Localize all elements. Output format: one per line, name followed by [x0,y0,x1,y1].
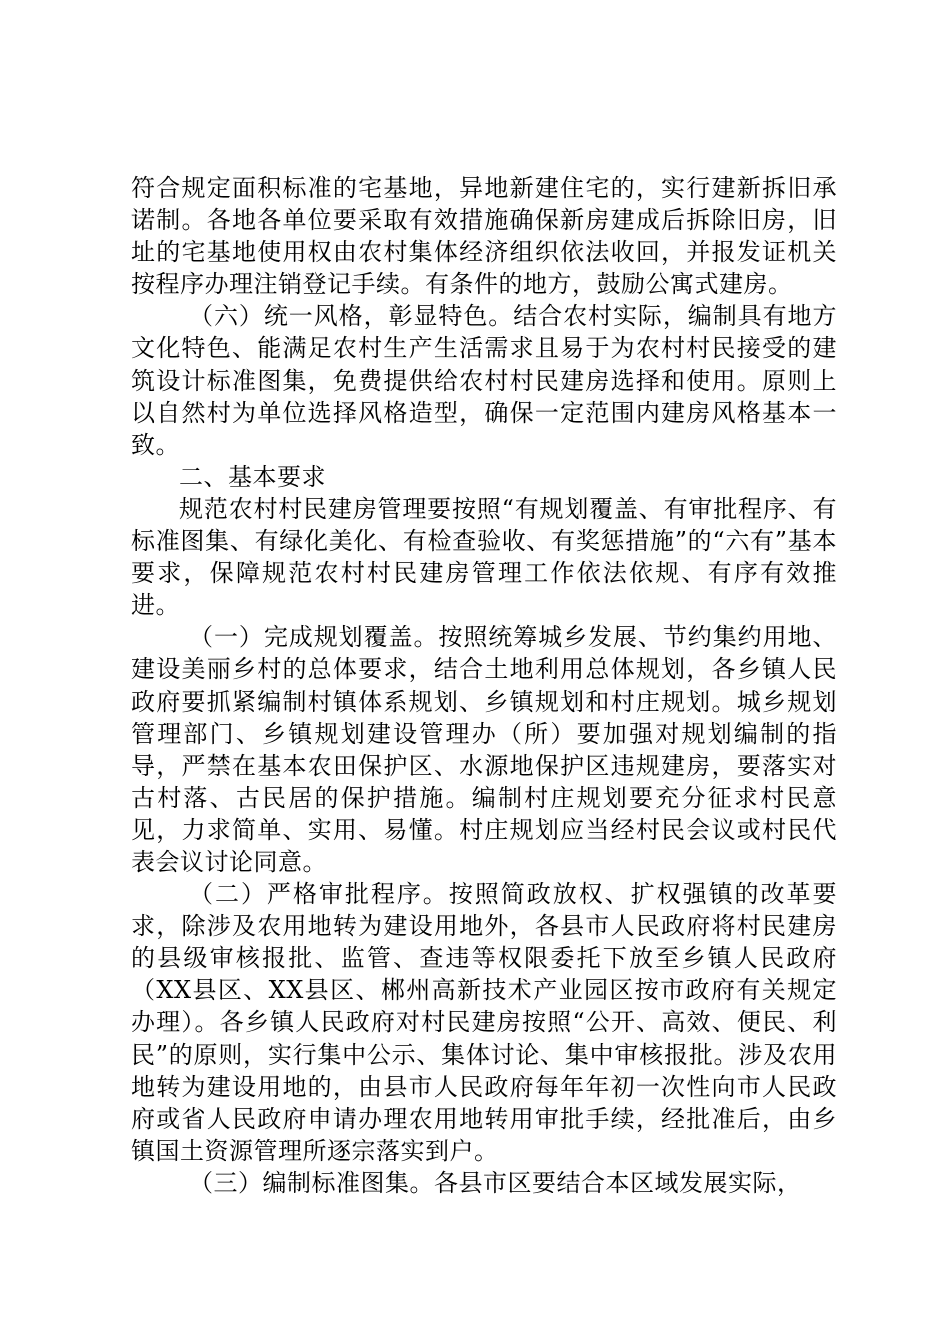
paragraph-section-3-atlas: （三）编制标准图集。各县市区要结合本区域发展实际， [189,1168,802,1197]
paragraph-section-1-planning: （一）完成规划覆盖。按照统筹城乡发展、节约集约用地、建设美丽乡村的总体要求，结合土地利用总体规划，各乡镇人民政府要抓紧编制村镇体系规划、乡镇规划和村庄规划。城乡规划管理部门、乡镇规划建设管理办（所）要加强对规划编制的指导，严禁在基本农田保护区、水源地保护区违规建房，要落实对古村落、古民居的保护措施。编制村庄规划要充分征求村民意见，力求简单、实用、易懂。村庄规划应当经村民会议或村民代表会议讨论同意。 [131,623,837,876]
heading-basic-requirements: 二、基本要求 [179,462,326,491]
paragraph-section-6-style: （六）统一风格，彰显特色。结合农村实际，编制具有地方文化特色、能满足农村生产生活需求且易于为农村村民接受的建筑设计标准图集，免费提供给农村村民建房选择和使用。原则上以自然村为单位选择风格造型，确保一定范围内建房风格基本一致。 [131,302,837,459]
document-body [131,172,837,1199]
paragraph-section-2-approval: （二）严格审批程序。按照简政放权、扩权强镇的改革要求，除涉及农用地转为建设用地外，各县市人民政府将村民建房的县级审核报批、监管、查违等权限委托下放至乡镇人民政府（XX县区、XX县区、郴州高新技术产业园区按市政府有关规定办理）。各乡镇人民政府对村民建房按照“公开、高效、便民、利民”的原则，实行集中公示、集体讨论、集中审核报批。涉及农用地转为建设用地的，由县市人民政府每年年初一次性向市人民政府或省人民政府申请办理农用地转用审批手续，经批准后，由乡镇国土资源管理所逐宗落实到户。 [131,880,837,1165]
paragraph-six-requirements: 规范农村村民建房管理要按照“有规划覆盖、有审批程序、有标准图集、有绿化美化、有检查验收、有奖惩措施”的“六有”基本要求，保障规范农村村民建房管理工作依法依规、有序有效推进。 [131,494,837,620]
paragraph-continuation-homestead: 符合规定面积标准的宅基地，异地新建住宅的，实行建新拆旧承诺制。各地各单位要采取有效措施确保新房建成后拆除旧房，旧址的宅基地使用权由农村集体经济组织依法收回，并报发证机关按程序办理注销登记手续。有条件的地方，鼓励公寓式建房。 [131,174,837,299]
